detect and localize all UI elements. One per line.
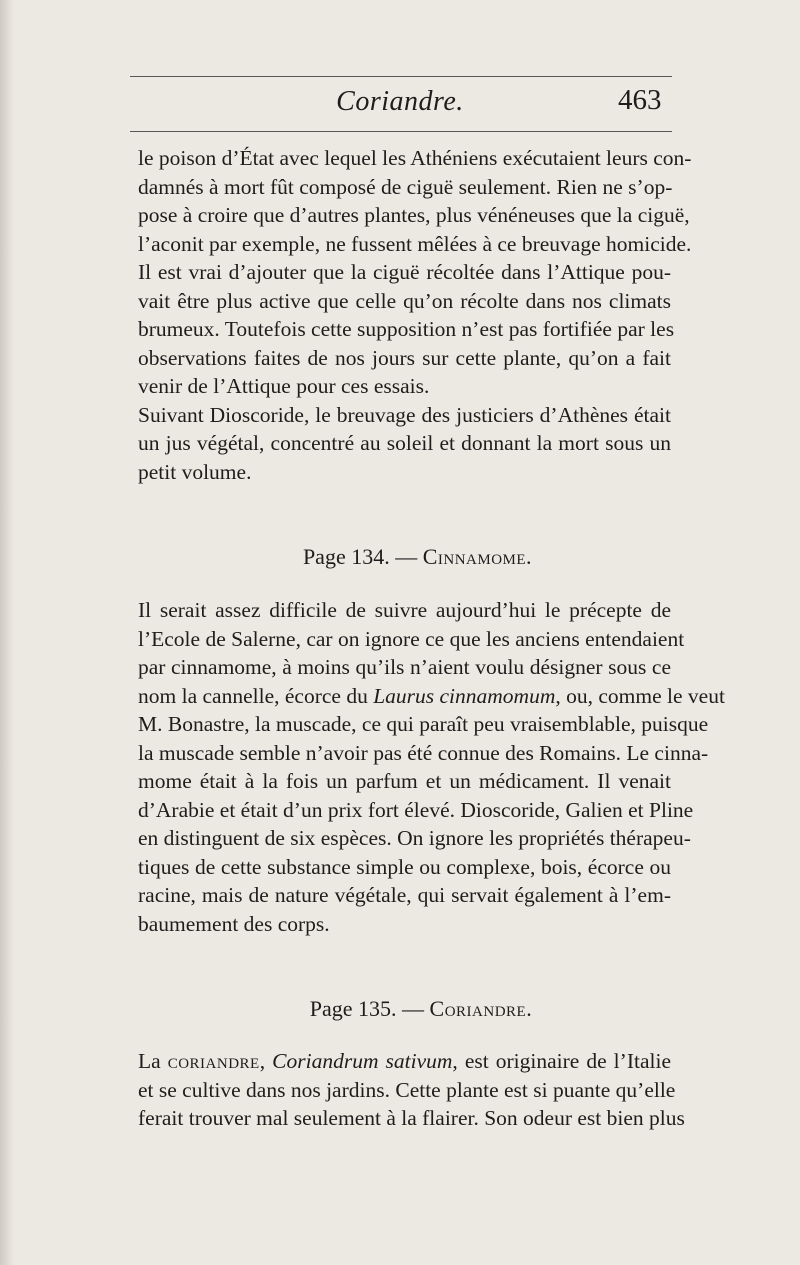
section-heading-cinnamome xyxy=(0,544,800,570)
text-line: damnés à mort fût composé de ciguë seulement. Rien ne s’op- xyxy=(138,174,673,199)
text-line: en distinguent de six espèces. On ignore les propriétés thérapeu- xyxy=(138,826,691,851)
text-line: racine, mais de nature végétale, qui servait également à l’em- xyxy=(138,883,671,908)
text-line: observations faites de nos jours sur cette plante, qu’on a fait xyxy=(138,345,671,370)
text-line: la muscade semble n’avoir pas été connue des Romains. Le cinna- xyxy=(138,740,709,765)
text-line: l’Ecole de Salerne, car on ignore ce que les anciens entendaient xyxy=(138,626,685,651)
section-title: Coriandre. xyxy=(429,996,533,1021)
section-page-ref: Page 134. — xyxy=(302,544,418,569)
running-title: Coriandre. xyxy=(336,86,464,117)
text-line: d’Arabie et était d’un prix fort élevé. Dioscoride, Galien et Pline xyxy=(138,797,694,822)
header-rule-bottom xyxy=(130,131,672,132)
header-rule-top xyxy=(130,76,672,77)
text-line: le poison d’État avec lequel les Athéniens exécutaient leurs con- xyxy=(138,146,692,170)
page-number: 463 xyxy=(618,84,662,116)
section-title: Cinnamome. xyxy=(422,544,533,569)
text-line: Suivant Dioscoride, le breuvage des justiciers d’Athènes était xyxy=(138,402,671,427)
paragraph-cigue xyxy=(138,144,692,487)
text-line: nom la cannelle, écorce du Laurus cinnamomum, ou, comme le veut xyxy=(138,683,725,708)
paragraph-coriandre xyxy=(138,1047,685,1133)
text-line: Il est vrai d’ajouter que la ciguë récoltée dans l’Attique pou- xyxy=(138,260,671,285)
text-line: et se cultive dans nos jardins. Cette plante est si puante qu’elle xyxy=(138,1077,676,1102)
text-line: baumement des corps. xyxy=(138,912,330,937)
text-line: venir de l’Attique pour ces essais. xyxy=(138,374,430,399)
text-line: pose à croire que d’autres plantes, plus vénéneuses que la ciguë, xyxy=(138,203,690,228)
term-smallcaps: coriandre xyxy=(167,1049,260,1073)
latin-name: Laurus cinnamomum xyxy=(373,683,556,708)
text-line: brumeux. Toutefois cette supposition n’est pas fortifiée par les xyxy=(138,317,675,342)
text-line: mome était à la fois un parfum et un médicament. Il venait xyxy=(138,769,671,794)
text-line: vait être plus active que celle qu’on récolte dans nos climats xyxy=(138,288,671,313)
page-edge-shadow xyxy=(0,0,14,1265)
section-page-ref: Page 135. — xyxy=(309,996,425,1021)
text-line: petit volume. xyxy=(138,460,252,485)
text-line: par cinnamome, à moins qu’ils n’aient voulu désigner sous ce xyxy=(138,655,671,680)
text-line: ferait trouver mal seulement à la flairer. Son odeur est bien plus xyxy=(138,1106,685,1131)
paragraph-cinnamome xyxy=(138,596,725,939)
text-line: La coriandre, Coriandrum sativum, est originaire de l’Italie xyxy=(138,1049,671,1073)
text-line: M. Bonastre, la muscade, ce qui paraît peu vraisemblable, puisque xyxy=(138,712,709,737)
text-line: tiques de cette substance simple ou complexe, bois, écorce ou xyxy=(138,854,671,879)
text-line: Il serait assez difficile de suivre aujourd’hui le précepte de xyxy=(138,598,671,622)
text-line: l’aconit par exemple, ne fussent mêlées à ce breuvage homicide. xyxy=(138,231,692,256)
text-line: un jus végétal, concentré au soleil et donnant la mort sous un xyxy=(138,431,671,456)
section-heading-coriandre xyxy=(0,996,800,1022)
latin-name: Coriandrum sativum xyxy=(272,1049,453,1073)
